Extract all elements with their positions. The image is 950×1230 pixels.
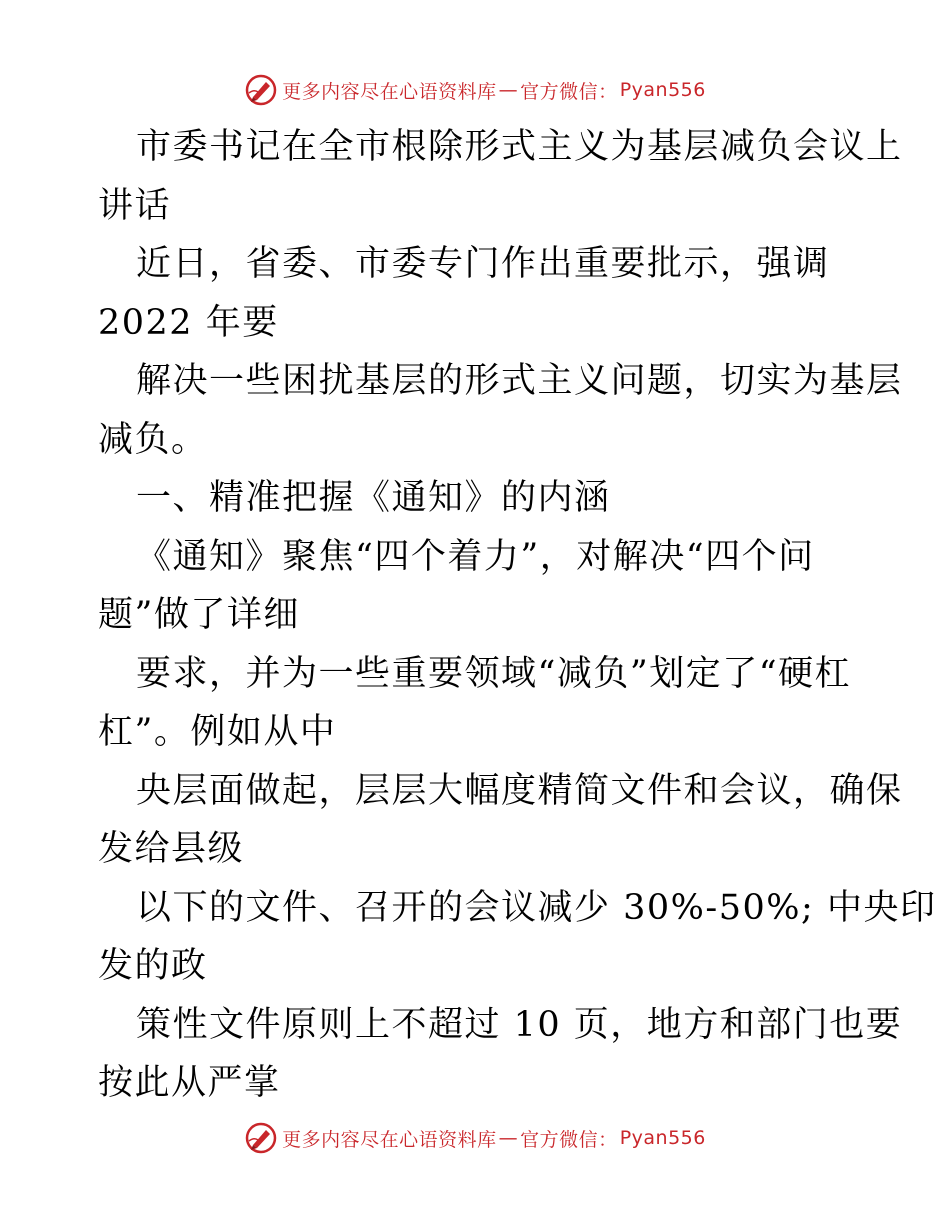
- text-line: 一、精准把握《通知》的内涵: [136, 478, 611, 518]
- document-body: [98, 118, 937, 1113]
- text-line: 题”做了详细: [98, 595, 300, 635]
- pen-logo-icon: [244, 1121, 278, 1155]
- text-line: 解决一些困扰基层的形式主义问题，切实为基层: [136, 361, 903, 401]
- watermark-dash: —: [498, 79, 519, 101]
- watermark-id: Pyan556: [619, 1127, 706, 1149]
- text-line: 策性文件原则上不超过 10 页，地方和部门也要: [136, 1004, 903, 1045]
- watermark-id: Pyan556: [619, 79, 706, 101]
- text-line: 《通知》聚焦“四个着力”，对解决“四个问: [136, 536, 815, 577]
- watermark-main-text: 更多内容尽在心语资料库: [282, 80, 497, 103]
- text-line: 杠”。例如从中: [98, 712, 337, 752]
- watermark-main-text: 更多内容尽在心语资料库: [282, 1128, 497, 1151]
- pen-logo-icon: [244, 73, 278, 107]
- text-line: 2022 年要: [98, 302, 279, 343]
- text-line: 近日，省委、市委专门作出重要批示，强调: [136, 244, 830, 284]
- text-line: 发给县级: [98, 829, 245, 869]
- text-line: 按此从严掌: [98, 1063, 281, 1103]
- watermark-header: [0, 70, 950, 110]
- text-line: 减负。: [98, 419, 208, 460]
- text-line: 央层面做起，层层大幅度精简文件和会议，确保: [136, 770, 903, 811]
- watermark-sub-text: 官方微信：: [520, 80, 618, 103]
- text-line: 市委书记在全市根除形式主义为基层减负会议上: [136, 127, 903, 167]
- watermark-footer: [0, 1118, 950, 1158]
- text-line: 讲话: [98, 185, 172, 226]
- text-line: 要求，并为一些重要领域“减负”划定了“硬杠: [136, 653, 852, 694]
- text-line: 以下的文件、召开的会议减少 30%-50%; 中央印: [136, 887, 937, 928]
- text-line: 发的政: [98, 946, 208, 986]
- watermark-dash: —: [498, 1127, 519, 1149]
- watermark-sub-text: 官方微信：: [520, 1128, 618, 1151]
